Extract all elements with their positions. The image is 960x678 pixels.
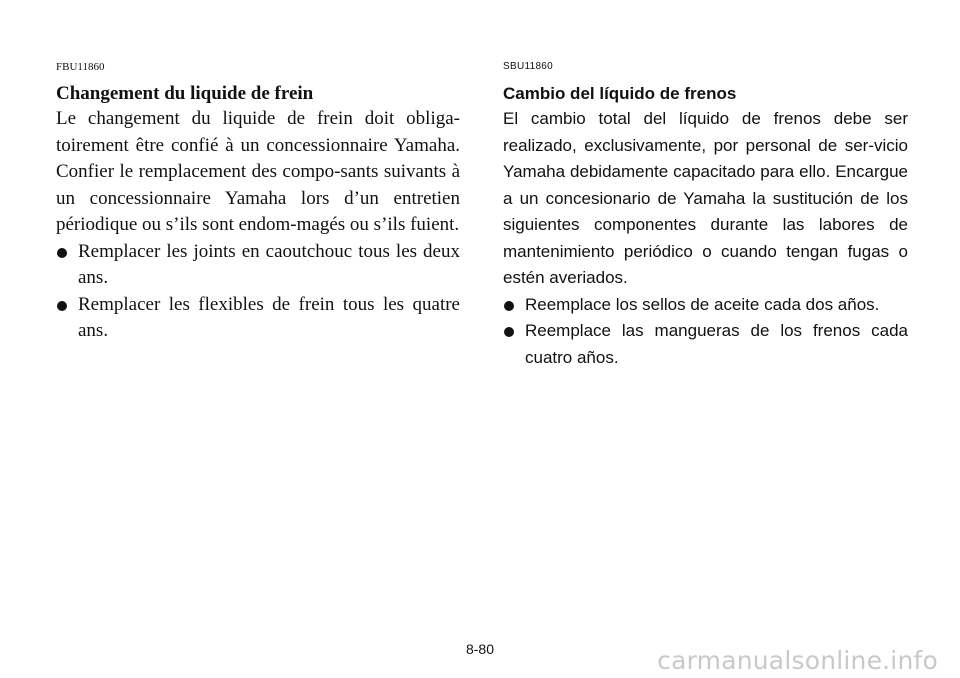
section-title: Cambio del líquido de frenos [503, 84, 737, 103]
list-item-text: Reemplace los sellos de aceite cada dos años. [525, 294, 880, 314]
watermark-text: carmanualsonline.info [657, 646, 938, 675]
list-item [56, 239, 460, 292]
section-code: SBU11860 [503, 61, 554, 72]
page-number: 8-80 [465, 641, 495, 657]
section-title: Changement du liquide de frein [56, 83, 314, 104]
list-item-text: Reemplace las mangueras de los frenos cada cuatro años. [525, 321, 908, 367]
list-item [56, 292, 460, 345]
bullet-list [503, 292, 908, 372]
bullet-icon [57, 301, 67, 311]
list-item-text: Remplacer les flexibles de frein tous les quatre ans. [78, 293, 460, 341]
section-code: FBU11860 [56, 61, 105, 73]
body-paragraph: El cambio total del líquido de frenos debe ser realizado, exclusivamente, por personal de ser-vicio Yamaha debidamente capacitado para ello. Encargue a un concesionario de Yamaha la sustitución de los siguientes componentes durante las labores de mantenimiento periódico o cuando tengan fugas o estén averiados. [503, 109, 908, 287]
spanish-column [503, 60, 908, 371]
list-item [503, 292, 908, 319]
bullet-list [56, 239, 460, 345]
bullet-icon [504, 301, 514, 311]
bullet-icon [504, 327, 514, 337]
body-paragraph: Le changement du liquide de frein doit obliga-toirement être confié à un concessionnaire Yamaha. Confier le remplacement des compo-sants suivants à un concessionnaire Yamaha lors d’un entretien périodique ou s’ils sont endom-magés ou s’ils fuient. [56, 108, 460, 235]
list-item-text: Remplacer les joints en caoutchouc tous les deux ans. [78, 240, 460, 288]
bullet-icon [57, 248, 67, 258]
list-item [503, 318, 908, 371]
french-column [56, 60, 460, 345]
